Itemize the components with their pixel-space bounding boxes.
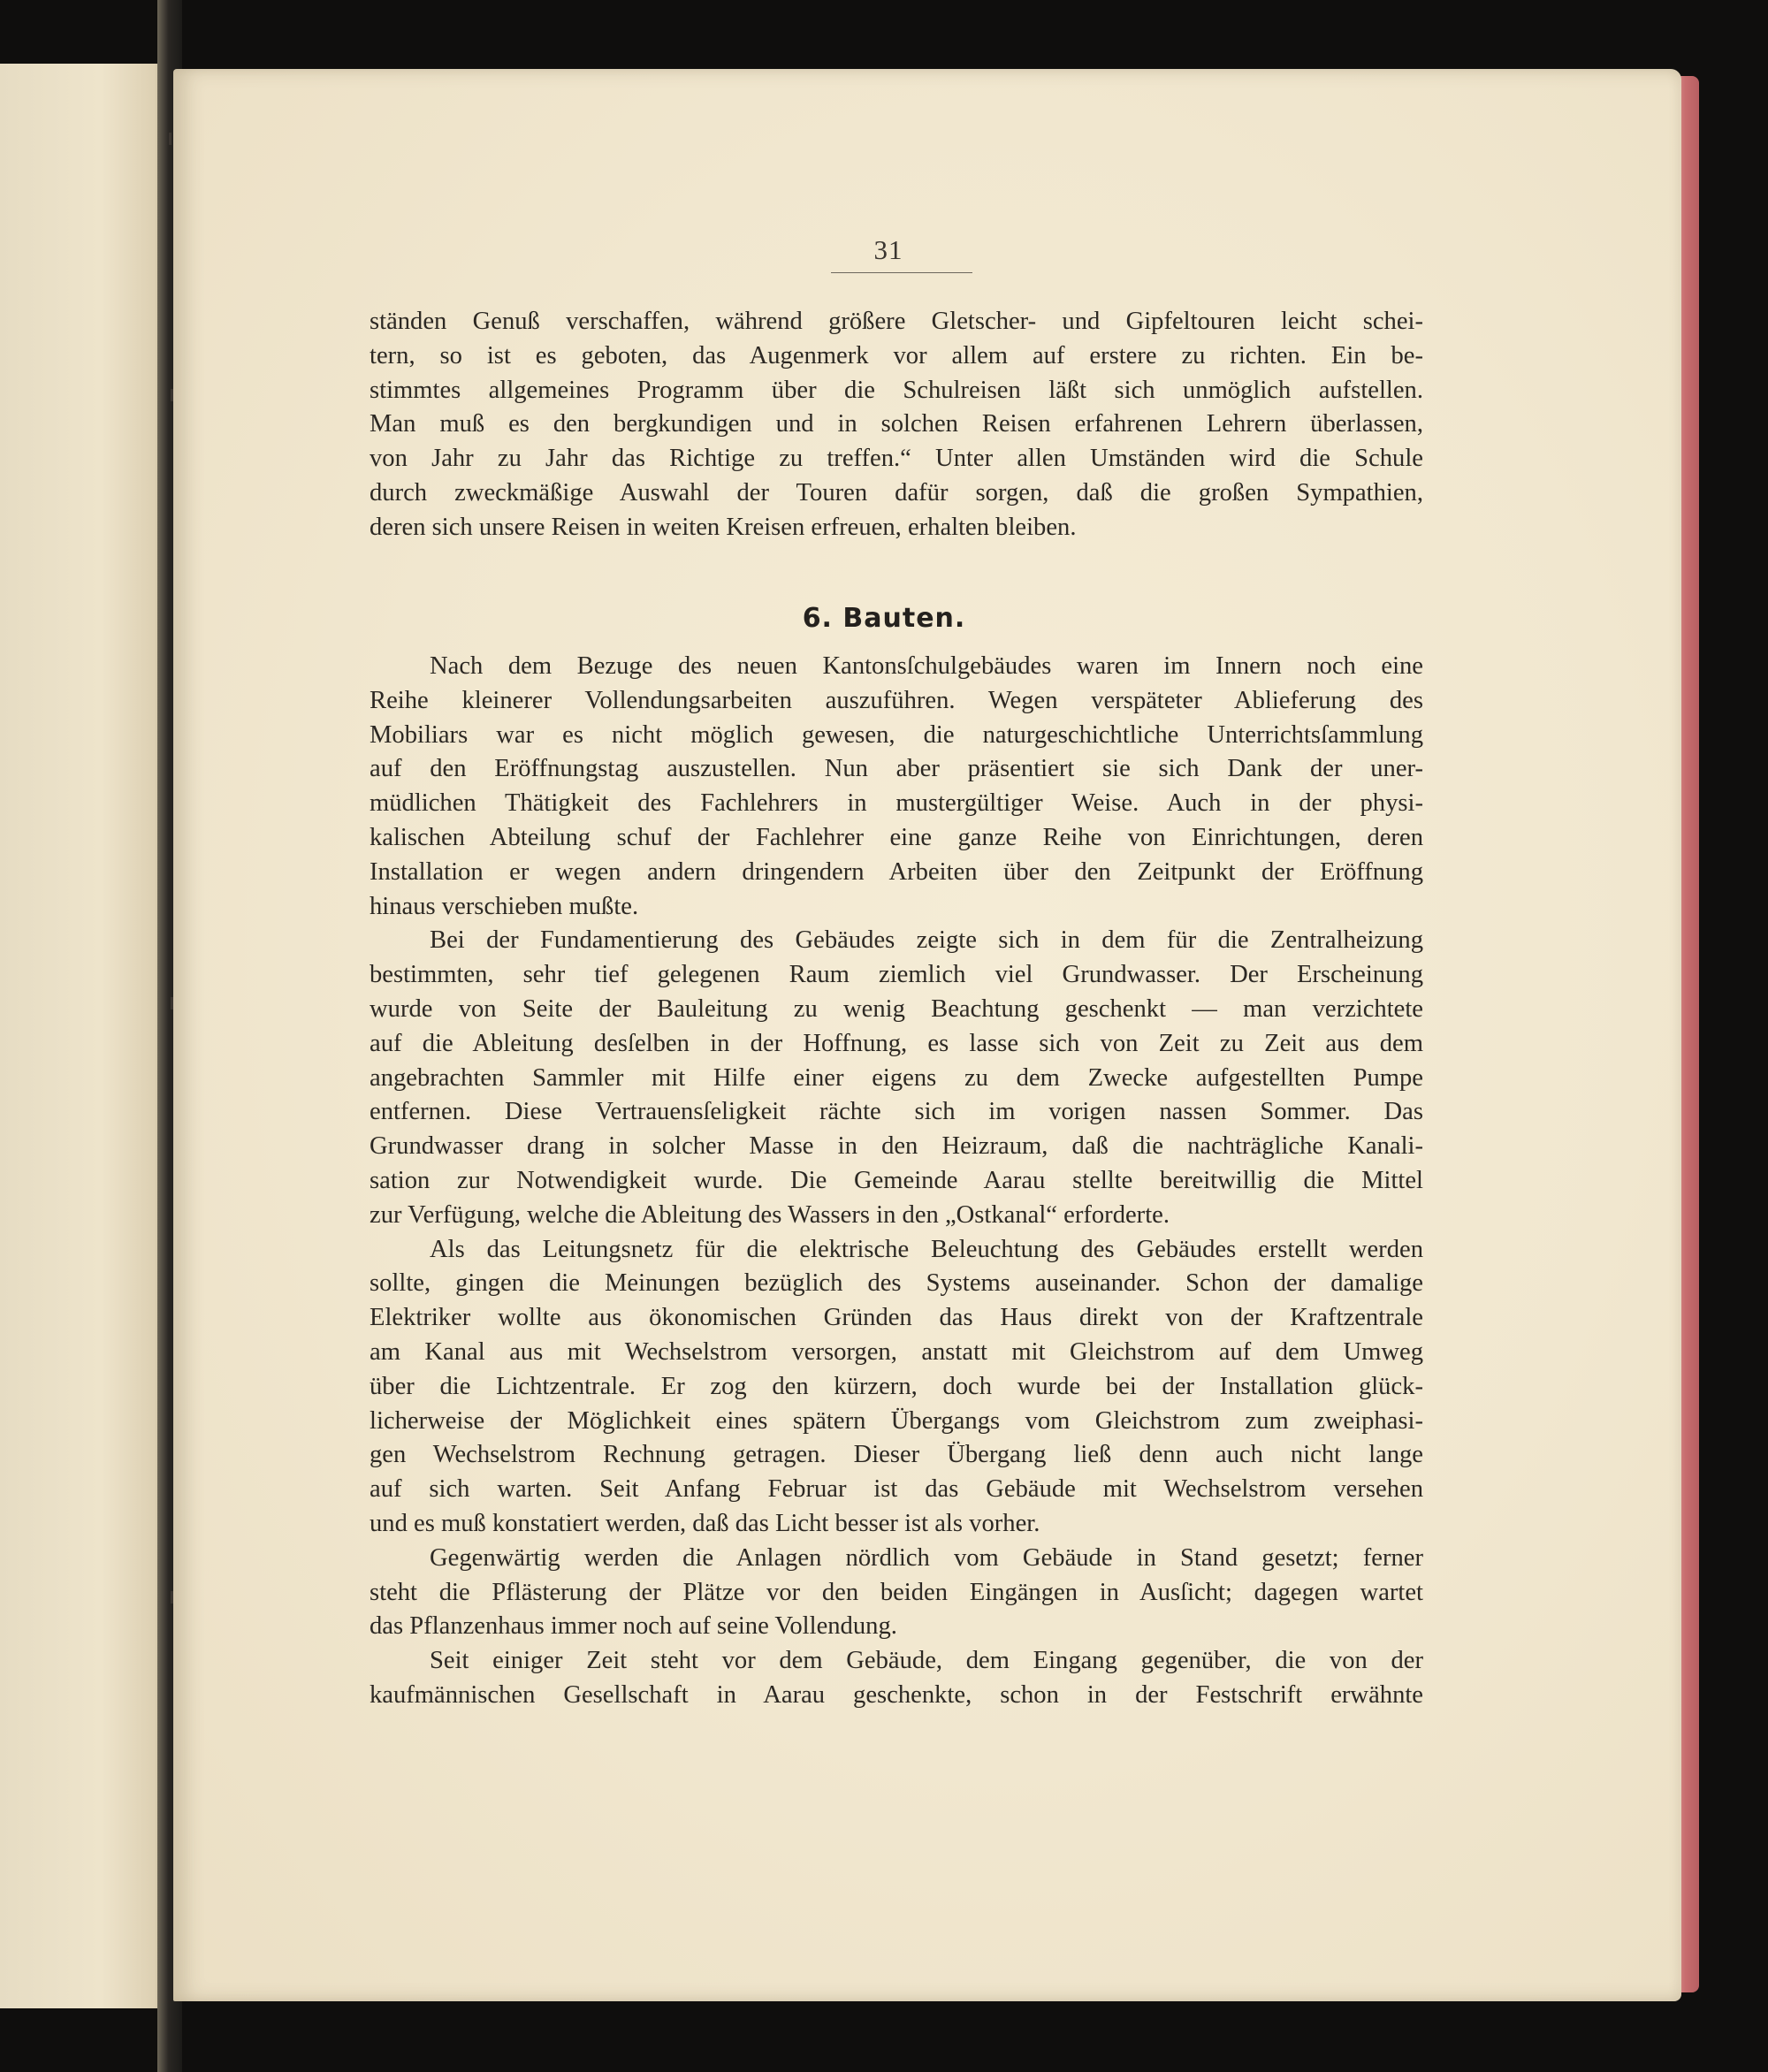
text-line: sation zur Notwendigkeit wurde. Die Gemeinde Aarau stellte bereitwillig die Mittel [370, 1166, 1423, 1194]
text-line: müdlichen Thätigkeit des Fachlehrers in mustergültiger Weise. Auch in der physi- [370, 789, 1423, 818]
text-line: Reihe kleinerer Vollendungsarbeiten auszuführen. Wegen verspäteter Ablieferung des [370, 686, 1423, 714]
text-line: Bei der Fundamentierung des Gebäudes zeigte sich in dem für die Zentralheizung [430, 926, 1423, 955]
text-line: auf die Ableitung desſelben in der Hoffnung, es lasse sich von Zeit zu Zeit aus dem [370, 1029, 1423, 1057]
text-line: Mobiliars war es nicht möglich gewesen, die naturgeschichtliche Unterrichtsſammlung [370, 720, 1423, 749]
text-line: bestimmten, sehr tief gelegenen Raum ziemlich viel Grundwasser. Der Erscheinung [370, 961, 1423, 989]
gutter-mark [169, 133, 171, 145]
text-line: Man muß es den bergkundigen und in solchen Reisen erfahrenen Lehrern überlassen, [370, 410, 1423, 438]
facing-page [0, 64, 168, 2008]
text-line: Seit einiger Zeit steht vor dem Gebäude, dem Eingang gegenüber, die von der [430, 1647, 1423, 1675]
text-line: zur Verfügung, welche die Ableitung des Wassers in den „Ostkanal“ erforderte. [370, 1200, 1170, 1229]
section-heading [0, 603, 1768, 634]
text-line: kaufmännischen Gesellschaft in Aarau geschenkte, schon in der Festschrift erwähnte [370, 1680, 1423, 1709]
page-number-rule [831, 272, 972, 273]
text-line: stimmtes allgemeines Programm über die Schulreisen läßt sich unmöglich aufstellen. [370, 376, 1423, 404]
section-heading-text: 6. Bauten. [802, 603, 966, 634]
text-line: Nach dem Bezuge des neuen Kantonsſchulgebäudes waren im Innern noch eine [430, 652, 1423, 680]
text-line: das Pflanzenhaus immer noch auf seine Vollendung. [370, 1612, 897, 1641]
text-line: und es muß konstatiert werden, daß das Licht besser ist als vorher. [370, 1509, 1040, 1537]
text-line: licherweise der Möglichkeit eines spätern Übergangs vom Gleichstrom zum zweiphasi- [370, 1406, 1423, 1435]
page-number: 31 [873, 234, 903, 265]
paragraph-1 [370, 650, 1423, 1713]
text-line: auf den Eröffnungstag auszustellen. Nun aber präsentiert sie sich Dank der uner- [370, 755, 1423, 783]
text-line: Als das Leitungsnetz für die elektrische Beleuchtung des Gebäudes erstellt werden [430, 1235, 1423, 1263]
text-line: ständen Genuß verschaffen, während größere Gletscher- und Gipfeltouren leicht schei- [370, 308, 1423, 335]
intro-paragraph [370, 305, 1423, 545]
text-line: durch zweckmäßige Auswahl der Touren dafür sorgen, daß die großen Sympathien, [370, 478, 1423, 507]
text-line: wurde von Seite der Bauleitung zu wenig Beachtung geschenkt — man verzichtete [370, 994, 1423, 1023]
text-line: auf sich warten. Seit Anfang Februar ist das Gebäude mit Wechselstrom versehen [370, 1475, 1423, 1504]
text-line: Grundwasser drang in solcher Masse in den Heizraum, daß die nachträgliche Kanali- [370, 1132, 1423, 1161]
text-line: hinaus verschieben mußte. [370, 892, 639, 920]
text-line: angebrachten Sammler mit Hilfe einer eigens zu dem Zwecke aufgestellten Pumpe [370, 1063, 1423, 1092]
text-line: steht die Pflästerung der Plätze vor den beiden Eingängen in Ausſicht; dagegen wartet [370, 1578, 1423, 1606]
text-line: über die Lichtzentrale. Er zog den kürzern, doch wurde bei der Installation glück- [370, 1372, 1423, 1400]
scan-background-right [1688, 0, 1768, 2072]
text-line: am Kanal aus mit Wechselstrom versorgen, anstatt mit Gleichstrom auf dem Umweg [370, 1337, 1423, 1366]
scan-background-top [0, 0, 1768, 80]
text-line: sollte, gingen die Meinungen bezüglich des Systems auseinander. Schon der damalige [370, 1269, 1423, 1298]
text-line: kalischen Abteilung schuf der Fachlehrer eine ganze Reihe von Einrichtungen, deren [370, 823, 1423, 851]
text-line: von Jahr zu Jahr das Richtige zu treffen.“ Unter allen Umständen wird die Schule [370, 445, 1423, 473]
text-line: entfernen. Diese Vertrauensſeligkeit rächte sich im vorigen nassen Sommer. Das [370, 1098, 1423, 1126]
text-line: deren sich unsere Reisen in weiten Kreisen erfreuen, erhalten bleiben. [370, 513, 1077, 541]
text-line: tern, so ist es geboten, das Augenmerk vor allem auf erstere zu richten. Ein be- [370, 341, 1423, 369]
text-line: Gegenwärtig werden die Anlagen nördlich vom Gebäude in Stand gesetzt; ferner [430, 1543, 1423, 1572]
text-line: Installation er wegen andern dringendern Arbeiten über den Zeitpunkt der Eröffnung [370, 857, 1423, 886]
text-line: Elektriker wollte aus ökonomischen Gründen das Haus direkt von der Kraftzentrale [370, 1304, 1423, 1332]
text-line: gen Wechselstrom Rechnung getragen. Dieser Übergang ließ denn auch nicht lange [370, 1441, 1423, 1469]
